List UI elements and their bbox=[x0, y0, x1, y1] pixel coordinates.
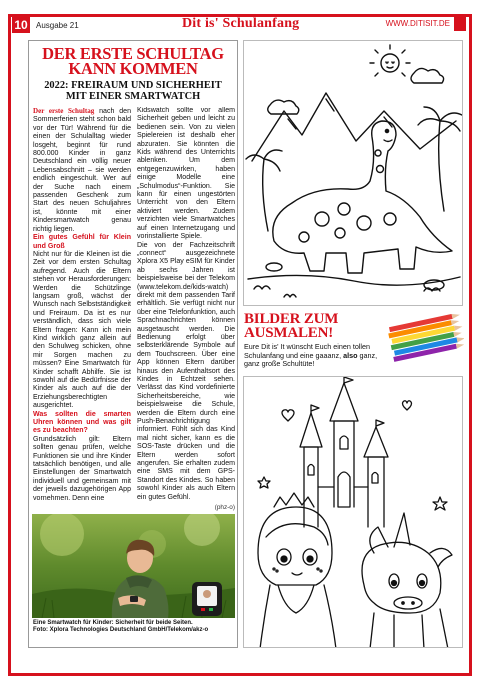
dinosaur-coloring-illustration bbox=[244, 41, 463, 306]
paragraph-parents: Nicht nur für die Kleinen ist die Zeit vor dem ersten Schultag aufregend. Auch die Eltern stehen vor Herausforderungen: Werden die Schützlinge langsam groß, wächst der Wunsch nach Selbstständigkeit und Freiraum. Da ist es nur verständlich, dass sich viele Eltern fragen: Kann ich mein Kind wirklich ganz allein auf den Schulweg schicken, ohne mir Sorgen machen zu müssen? Eine Smartwatch für Kinder schafft Abhilfe. Sie ist sowohl auf die Bedürfnisse der Kinder als auch auf die der Erziehungsberechtigten ausgerichtet. bbox=[33, 250, 131, 410]
subheading-feeling: Ein gutes Gefühl für Klein und Groß bbox=[33, 234, 131, 250]
caption-line-1: Eine Smartwatch für Kinder: Sicherheit für beide Seiten. bbox=[33, 620, 193, 626]
promo-title-line-1: BILDER ZUM bbox=[244, 311, 339, 327]
subhead-line-2: MIT EINER SMARTWATCH bbox=[65, 91, 201, 102]
article-box bbox=[28, 40, 238, 648]
boy-with-smartwatch-photo bbox=[32, 514, 235, 618]
headline-line-1: DER ERSTE SCHULTAG bbox=[42, 44, 224, 63]
promo-text-start: Eure Dit is' It wünscht Euch einen tollen Schulanfang und eine gaaanz, bbox=[244, 342, 371, 360]
headline-line-2: KANN KOMMEN bbox=[68, 59, 198, 78]
article-credit: (phz-o) bbox=[214, 504, 235, 512]
caption-line-2: Foto: Xplora Technologies Deutschland GmbH/Telekom/akz-o bbox=[33, 627, 209, 633]
intro-body: nach den Sommerferien steht schon bald vor der Tür! Während für die einen der Schulalltag wieder losgeht, beginnt für rund 800.000 Kinder in ganz Deutschland ein völlig neuer Lebensabschnitt – sie werden endlich eingeschult. Wer auf der Suche nach einem passenden Geschenk zum Start des neuen Schuljahres ist, könnte mit einer Kindersmartwatch genau richtig liegen. bbox=[33, 108, 131, 233]
paragraph-xplora: Die von der Fachzeitschrift „connect“ ausgezeichnete Xplora X5 Play eSIM für Kinder ab sechs Jahren ist beispielsweise bei der Telekom (www.telekom.de/kids-watch) direkt mit dem passenden Tarif erhältlich. Sie verfügt nicht nur über eine Telefonfunktion, auch Sprachnachrichten können ausgetauscht werden. Die Bedienung erfolgt über selbsterklärende Symbole auf dem Touchscreen. Über eine App können Eltern darüber hinaus den Aufenthaltsort des Kindes in Echtzeit sehen. Verlässt das Kind vordefinierte Sicherheitsbereiche, wie beispielsweise die Schule, werden die Eltern durch eine Push-Benachrichtigung informiert. Fühlt sich das Kind mal nicht sicher, kann es die SOS-Taste drücken und die Eltern werden sofort angerufen. Sie erhalten zudem eine SMS mit dem GPS-Standort des Kindes. So haben sowohl Kinder als auch Eltern ein gutes Gefühl. bbox=[137, 241, 235, 501]
article-columns bbox=[33, 107, 235, 512]
castle-princess-unicorn-coloring-illustration bbox=[244, 377, 463, 648]
article-photo bbox=[32, 514, 235, 618]
coloring-promo bbox=[244, 312, 466, 372]
corner-marker bbox=[454, 17, 466, 31]
section-title: Dit is' Schulanfang bbox=[182, 16, 300, 31]
coloring-page-dinosaur bbox=[243, 40, 463, 306]
page-number: 10 bbox=[12, 17, 30, 33]
subhead-line-1: 2022: FREIRAUM UND SICHERHEIT bbox=[44, 80, 222, 91]
promo-text bbox=[244, 343, 384, 369]
issue-label: Ausgabe 21 bbox=[36, 20, 79, 30]
promo-text-end: ganz, ganz große Schultüte! bbox=[244, 350, 378, 369]
promo-title-line-2: AUSMALEN! bbox=[244, 325, 334, 341]
paragraph-kidswatch: Kidswatch sollte vor allem Sicherheit geben und leicht zu bedienen sein. Von zu vielen Spielereien ist deshalb eher abzuraten. Sie könnten die Kids während des Unterrichts ablenken. Um dem entgegenzuwirken, haben einige Modelle eine „Schulmodus“-Funktion. Sie kann für einen ungestörten Unterricht von den Eltern aktiviert werden. Zudem verzichten viele Smartwatches auf einen Internetzugang und vorinstallierte Spiele. bbox=[137, 107, 235, 241]
paragraph-settings: Grundsätzlich gilt: Eltern sollten genau prüfen, welche Funktionen sie und ihre Kinder tatsächlich benötigen, und alle Einstellungen der Smartwatch individuell und gemeinsam mit der jeweils dazugehörigen App vornehmen. Denn eine bbox=[33, 435, 131, 502]
site-link[interactable]: WWW.DITISIT.DE bbox=[385, 19, 450, 28]
article-column-right bbox=[137, 107, 235, 512]
paragraph-intro bbox=[33, 107, 131, 234]
coloring-page-castle bbox=[243, 376, 463, 648]
photo-caption bbox=[33, 620, 235, 634]
promo-text-bold: also bbox=[343, 350, 358, 360]
page-header bbox=[12, 16, 468, 34]
article-column-left bbox=[33, 107, 131, 512]
article-headline bbox=[29, 46, 237, 76]
lead-text: Der erste Schultag bbox=[33, 107, 95, 115]
article-subheadline bbox=[29, 80, 237, 102]
colored-pencils-icon bbox=[386, 314, 464, 362]
subheading-features: Was sollten die smarten Uhren können und was gilt es zu beachten? bbox=[33, 410, 131, 435]
